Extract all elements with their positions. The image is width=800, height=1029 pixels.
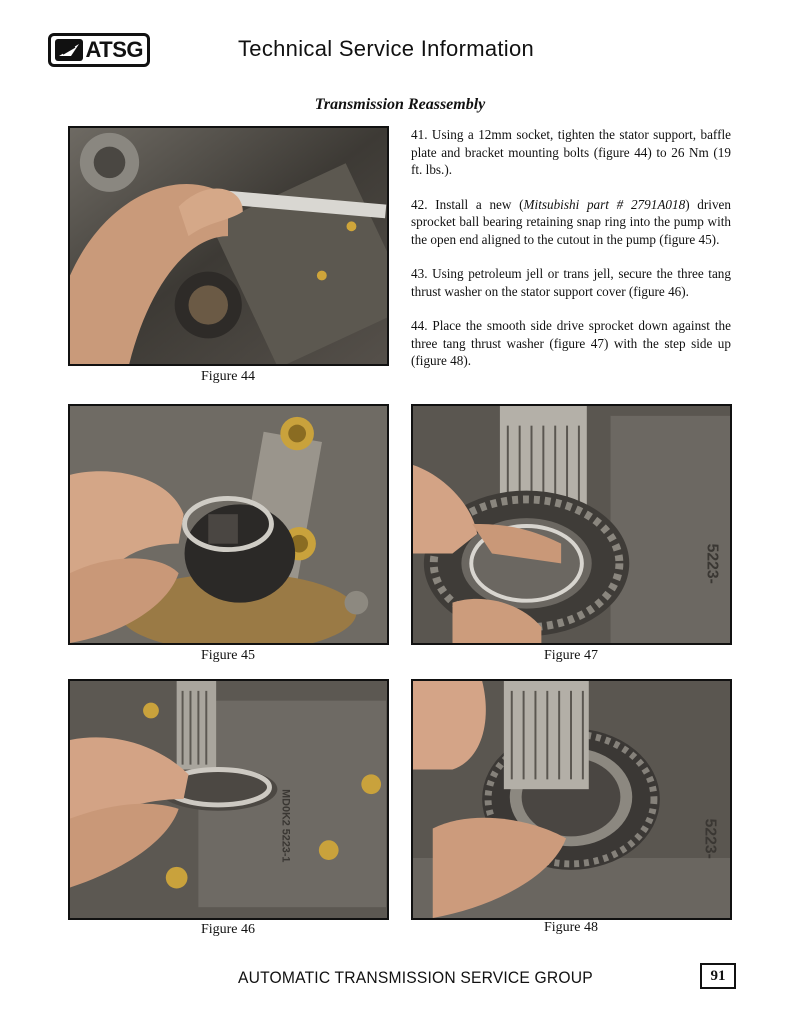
case-stamp-48: 5223- bbox=[701, 818, 719, 859]
step-44: 44. Place the smooth side drive sprocket down against the three tang thrust washer (figure 47) with the step side up (figure 48). bbox=[411, 318, 731, 368]
case-stamp-46: MD0K2 5223-1 bbox=[279, 789, 292, 863]
caption-figure-46: Figure 46 bbox=[200, 922, 256, 937]
atsg-logo bbox=[48, 33, 150, 67]
caption-figure-44: Figure 44 bbox=[200, 369, 256, 384]
case-stamp-47: 5223- bbox=[703, 543, 721, 584]
logo-mark-icon bbox=[55, 39, 83, 61]
figure-46-photo bbox=[68, 679, 389, 920]
footer-organization: AUTOMATIC TRANSMISSION SERVICE GROUP bbox=[238, 968, 593, 987]
step-41: 41. Using a 12mm socket, tighten the stator support, baffle plate and bracket mounting bolts (figure 44) to 26 Nm (19 ft. lbs.). bbox=[411, 127, 731, 177]
figure-44-photo bbox=[68, 126, 389, 366]
caption-figure-48: Figure 48 bbox=[543, 920, 599, 935]
caption-figure-45: Figure 45 bbox=[200, 648, 256, 663]
procedure-steps bbox=[411, 126, 731, 387]
figure-45-photo bbox=[68, 404, 389, 645]
section-title: Transmission Reassembly bbox=[314, 96, 486, 113]
logo-text: ATSG bbox=[85, 37, 143, 62]
figure-47-photo bbox=[411, 404, 732, 645]
figure-48-photo bbox=[411, 679, 732, 920]
caption-figure-47: Figure 47 bbox=[543, 648, 599, 663]
step-42: 42. Install a new (Mitsubishi part # 2791A018) driven sprocket ball bearing retaining snap ring into the pump with the open end aligned to the cutout in the pump (figure 45). bbox=[411, 196, 731, 247]
step-43: 43. Using petroleum jell or trans jell, secure the three tang thrust washer on the stator support cover (figure 46). bbox=[411, 266, 731, 299]
part-number: Mitsubishi part # 2791A018 bbox=[523, 196, 686, 212]
page-header-title: Technical Service Information bbox=[238, 36, 535, 61]
page-number: 91 bbox=[700, 963, 736, 989]
